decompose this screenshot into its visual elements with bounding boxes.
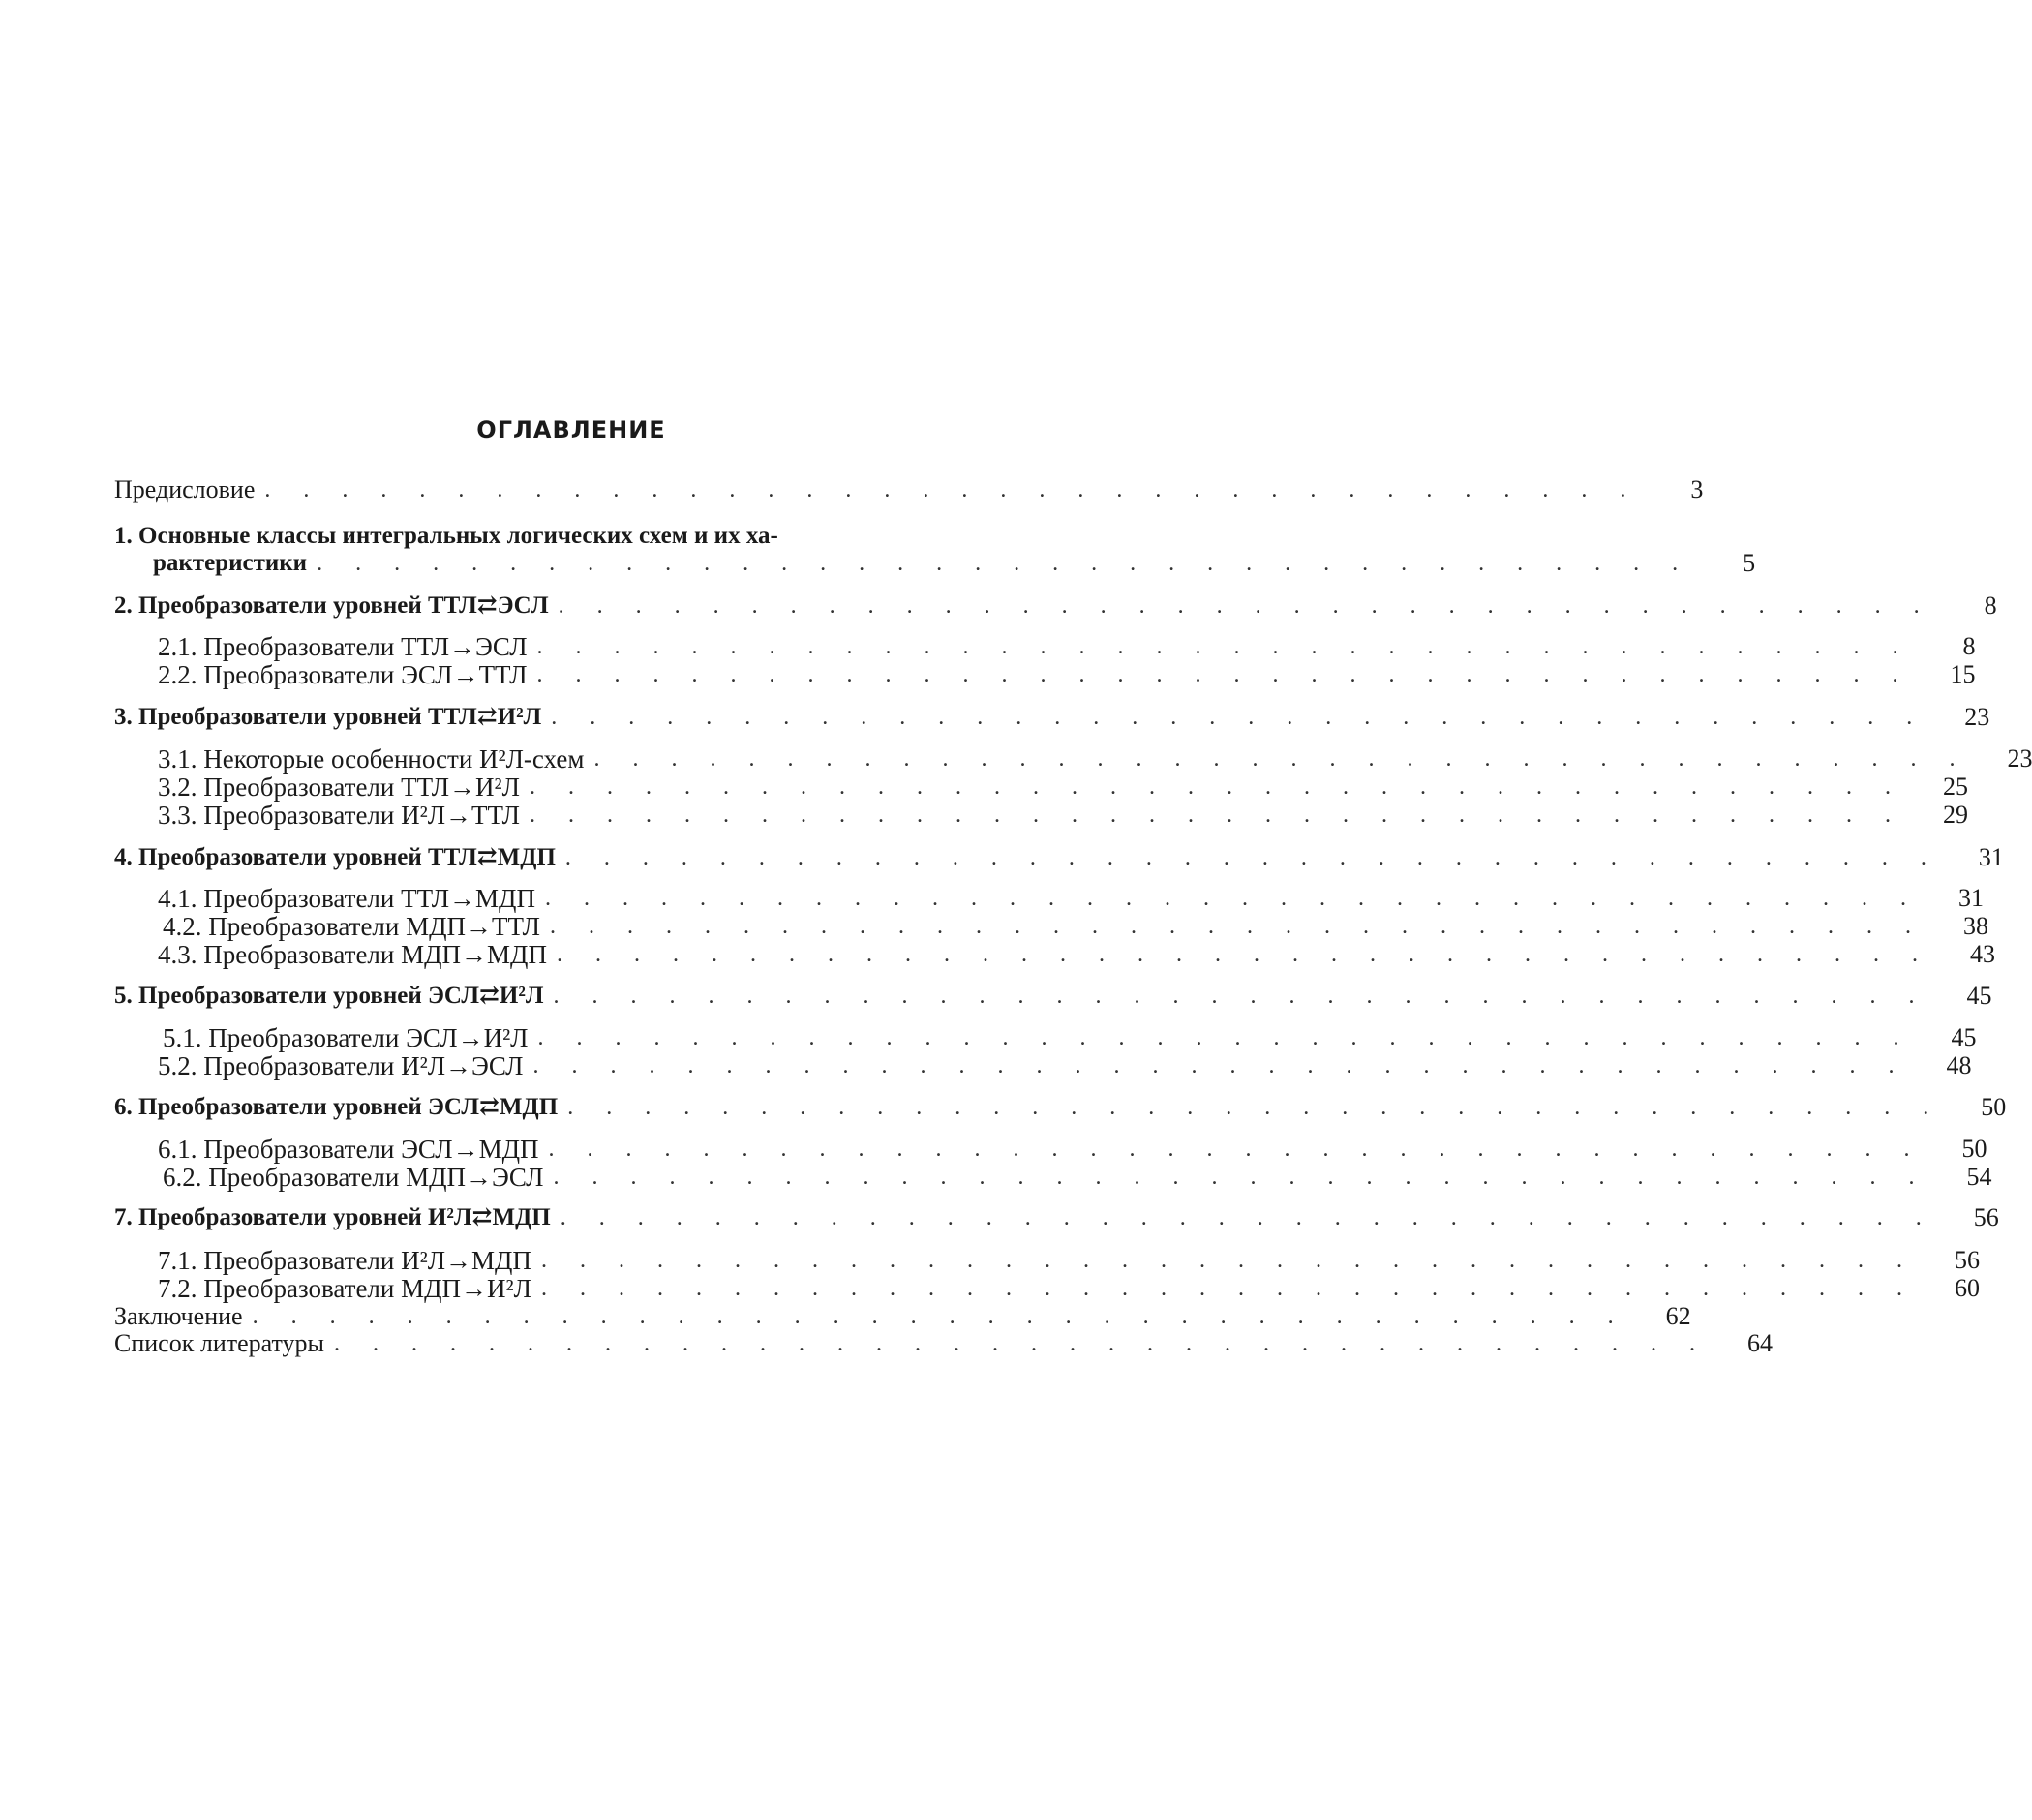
toc-entry-label: 6.2. Преобразователи МДП→ЭСЛ: [163, 1163, 544, 1192]
toc-entry-page: 38: [1962, 912, 1988, 940]
toc-entry-page: 56: [1954, 1246, 1980, 1274]
toc-entry-page: 56: [1973, 1203, 1999, 1231]
toc-entry-label: рактеристики: [153, 550, 308, 576]
toc-entry-page: 45: [1951, 1023, 1977, 1051]
toc-section-5-1[interactable]: [114, 1023, 1977, 1052]
toc-chapter-1[interactable]: [114, 523, 1029, 550]
toc-entry-page: 31: [1957, 884, 1984, 912]
toc-entry-label: 2.1. Преобразователи ТТЛ→ЭСЛ: [158, 632, 528, 661]
toc-entry-page: 29: [1942, 801, 1968, 829]
toc-entry-page: 48: [1946, 1051, 1972, 1079]
toc-entry-label: Список литературы: [114, 1329, 324, 1357]
toc-entry-label: 7.2. Преобразователи МДП→И²Л: [158, 1274, 531, 1303]
toc-entry-page: 45: [1966, 982, 1992, 1010]
dot-leader: . . . . . . . . . . . . . . . . . . . . . . . . . . . . . . . . . . . .: [548, 1137, 1924, 1162]
toc-entry-label: 3.2. Преобразователи ТТЛ→И²Л: [158, 773, 520, 802]
toc-entry-label: 4.3. Преобразователи МДП→МДП: [158, 940, 547, 969]
dot-leader: . . . . . . . . . . . . . . . . . . . . . . . . . . . . . . . . . . . .: [529, 803, 1904, 828]
toc-entry-page: 54: [1966, 1163, 1992, 1191]
toc-entry-label: 4.1. Преобразователи ТТЛ→МДП: [158, 884, 535, 913]
dot-leader: . . . . . . . . . . . . . . . . . . . . . . . . . . . . . . . . . . . .: [558, 593, 1933, 619]
toc-entry-page: 62: [1665, 1302, 1691, 1330]
toc-entry-label: 2. Преобразователи уровней ТТЛ⇄ЭСЛ: [114, 592, 549, 619]
toc-section-3-1[interactable]: [114, 744, 2032, 774]
toc-entry-page: 8: [1984, 592, 1997, 620]
toc-entry-page: 43: [1969, 940, 1995, 968]
toc-entry-references[interactable]: [114, 1329, 1773, 1357]
toc-section-4-3[interactable]: [114, 940, 1995, 969]
toc-entry-label: 3. Преобразователи уровней ТТЛ⇄И²Л: [114, 704, 542, 730]
toc-entry-page: 5: [1743, 549, 1756, 577]
toc-entry-page: 23: [2007, 744, 2032, 773]
toc-entry-label: 4.2. Преобразователи МДП→ТТЛ: [163, 912, 540, 941]
dot-leader: . . . . . . . . . . . . . . . . . . . . . . . . . . . . . . . . . . . .: [556, 942, 1931, 967]
toc-section-3-2[interactable]: [114, 773, 1968, 802]
dot-leader: . . . . . . . . . . . . . . . . . . . . . . . . . . . . . . . . . . . .: [529, 774, 1904, 800]
dot-leader: . . . . . . . . . . . . . . . . . . . . . . . . . . . . . . . . . . . .: [536, 662, 1912, 687]
dot-leader: . . . . . . . . . . . . . . . . . . . . . . . . . . . . . . . . . . . .: [553, 984, 1928, 1009]
toc-entry-conclusion[interactable]: [114, 1302, 1691, 1330]
dot-leader: . . . . . . . . . . . . . . . . . . . . . . . . . . . . . . . . . . . .: [551, 705, 1926, 730]
toc-entry-label: 4. Преобразователи уровней ТТЛ⇄МДП: [114, 844, 556, 870]
toc-entry-page: 60: [1954, 1274, 1980, 1302]
page-title: ОГЛАВЛЕНИЕ: [476, 416, 666, 443]
toc-entry-label: 3.3. Преобразователи И²Л→ТТЛ: [158, 801, 520, 830]
toc-entry-page: 3: [1690, 475, 1704, 503]
toc-entry-page: 25: [1942, 773, 1968, 801]
dot-leader: . . . . . . . . . . . . . . . . . . . . . . . . . . . . . . . . . . . .: [317, 551, 1692, 576]
dot-leader: . . . . . . . . . . . . . . . . . . . . . . . . . . . . . . . . . . . .: [536, 634, 1912, 659]
toc-section-7-1[interactable]: [114, 1246, 1980, 1275]
toc-entry-page: 31: [1978, 843, 2004, 871]
toc-entry-label: 5.2. Преобразователи И²Л→ЭСЛ: [158, 1051, 524, 1080]
dot-leader: . . . . . . . . . . . . . . . . . . . . . . . . . . . . . . . . . . . .: [553, 1165, 1928, 1190]
toc-entry-page: 8: [1962, 632, 1976, 660]
toc-section-4-2[interactable]: [114, 912, 1988, 941]
toc-section-6-2[interactable]: [114, 1163, 1992, 1192]
toc-entry-label: 3.1. Некоторые особенности И²Л-схем: [158, 744, 585, 774]
dot-leader: . . . . . . . . . . . . . . . . . . . . . . . . . . . . . . . . . . . .: [544, 886, 1920, 911]
toc-entry-label: 2.2. Преобразователи ЭСЛ→ТТЛ: [158, 660, 528, 689]
toc-entry-label: 6. Преобразователи уровней ЭСЛ⇄МДП: [114, 1094, 559, 1120]
toc-section-3-3[interactable]: [114, 801, 1968, 830]
dot-leader: . . . . . . . . . . . . . . . . . . . . . . . . . . . . . . . . . . . .: [252, 1304, 1627, 1329]
toc-section-2-1[interactable]: [114, 632, 1976, 661]
toc-chapter-3[interactable]: [114, 703, 1990, 731]
toc-entry-label: 1. Основные классы интегральных логических схем и их ха-: [114, 523, 778, 549]
toc-entry-label: 5.1. Преобразователи ЭСЛ→И²Л: [163, 1023, 529, 1052]
toc-section-4-1[interactable]: [114, 884, 1984, 913]
dot-leader: . . . . . . . . . . . . . . . . . . . . . . . . . . . . . . . . . . . .: [567, 1095, 1943, 1120]
toc-entry-page: 64: [1747, 1329, 1773, 1357]
toc-entry-label: 7. Преобразователи уровней И²Л⇄МДП: [114, 1204, 551, 1230]
toc-chapter-5[interactable]: [114, 982, 1992, 1010]
toc-section-2-2[interactable]: [114, 660, 1976, 689]
toc-chapter-1-continued[interactable]: [114, 549, 1756, 577]
toc-entry-label: Заключение: [114, 1302, 243, 1330]
toc-entry-page: 15: [1950, 660, 1976, 688]
toc-chapter-4[interactable]: [114, 843, 2004, 871]
dot-leader: . . . . . . . . . . . . . . . . . . . . . . . . . . . . . . . . . . . .: [540, 1248, 1916, 1273]
dot-leader: . . . . . . . . . . . . . . . . . . . . . . . . . . . . . . . . . . . .: [593, 746, 1969, 772]
dot-leader: . . . . . . . . . . . . . . . . . . . . . . . . . . . . . . . . . . . .: [334, 1331, 1709, 1356]
dot-leader: . . . . . . . . . . . . . . . . . . . . . . . . . . . . . . . . . . . .: [264, 477, 1640, 502]
toc-entry-label: 6.1. Преобразователи ЭСЛ→МДП: [158, 1135, 539, 1164]
toc-entry-page: 50: [1961, 1135, 1987, 1163]
dot-leader: . . . . . . . . . . . . . . . . . . . . . . . . . . . . . . . . . . . .: [549, 914, 1925, 939]
toc-chapter-7[interactable]: [114, 1203, 1999, 1231]
dot-leader: . . . . . . . . . . . . . . . . . . . . . . . . . . . . . . . . . . . .: [537, 1025, 1913, 1050]
toc-entry-label: 7.1. Преобразователи И²Л→МДП: [158, 1246, 531, 1275]
toc-chapter-2[interactable]: [114, 592, 1997, 620]
toc-entry-label: 5. Преобразователи уровней ЭСЛ⇄И²Л: [114, 983, 544, 1009]
toc-entry-label: Предисловие: [114, 475, 256, 503]
dot-leader: . . . . . . . . . . . . . . . . . . . . . . . . . . . . . . . . . . . .: [560, 1205, 1935, 1230]
dot-leader: . . . . . . . . . . . . . . . . . . . . . . . . . . . . . . . . . . . .: [532, 1053, 1908, 1078]
dot-leader: . . . . . . . . . . . . . . . . . . . . . . . . . . . . . . . . . . . .: [564, 845, 1940, 870]
toc-entry-preface[interactable]: [114, 475, 1704, 503]
toc-chapter-6[interactable]: [114, 1093, 2007, 1121]
dot-leader: . . . . . . . . . . . . . . . . . . . . . . . . . . . . . . . . . . . .: [540, 1276, 1916, 1301]
toc-section-7-2[interactable]: [114, 1274, 1980, 1303]
toc-section-5-2[interactable]: [114, 1051, 1972, 1080]
toc-entry-page: 50: [1981, 1093, 2007, 1121]
toc-section-6-1[interactable]: [114, 1135, 1987, 1164]
toc-entry-page: 23: [1964, 703, 1990, 731]
